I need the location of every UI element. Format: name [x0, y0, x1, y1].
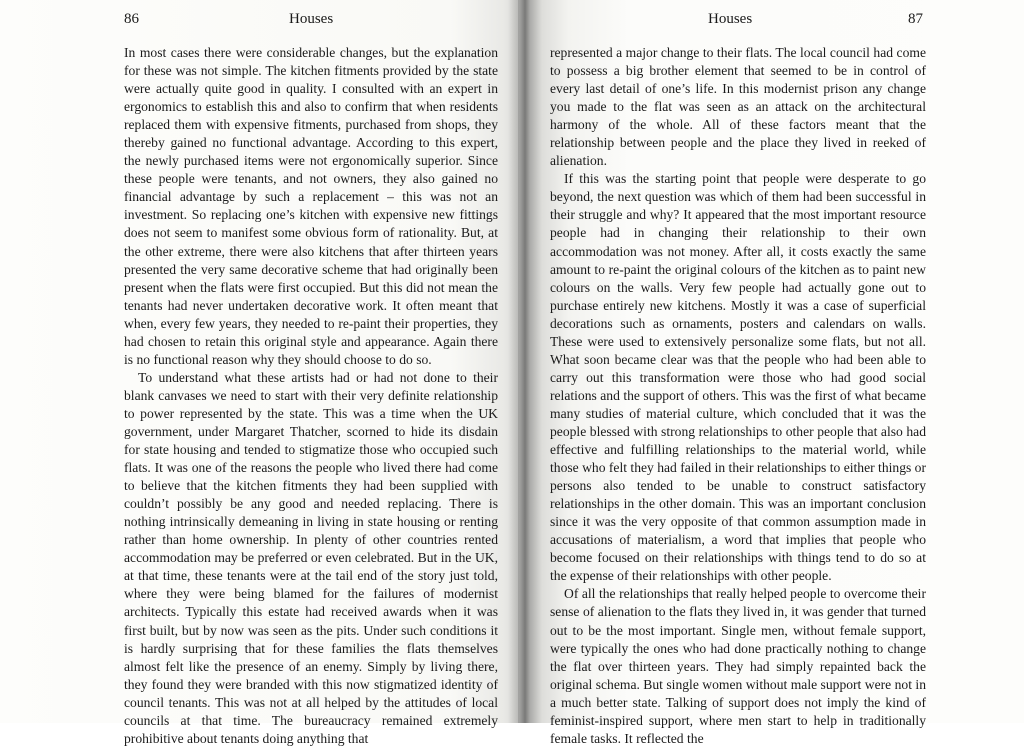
- left-paragraph-1: In most cases there were considerable changes, but the explanation for these was not simple. The kitchen fitments provided by the state were actually quite good in quality. I consulted with an expert in ergonomics to establish this and also to confirm that when residents replaced them with expensive fitments, purchased from shops, they thereby gained no functional advantage. According to this expert, the newly purchased items were not ergonomically superior. Since these people were tenants, and not owners, they also gained no financial advantage by such a replacement – this was not an investment. So replacing one’s kitchen with expensive new fittings does not seem to manifest some obvious form of rationality. But, at the other extreme, there were also kitchens that after thirteen years presented the very same decorative scheme that had originally been present when the flats were first occupied. But this did not mean the tenants had never undertaken decorative work. It often meant that when, every few years, they needed to re-paint their properties, they had chosen to retain this original style and appearance. Again there is no functional reason why they should choose to do so.: [124, 45, 498, 367]
- right-paragraph-2: If this was the starting point that people were desperate to go beyond, the next question was which of them had been successful in their struggle and why? It appeared that the most important resource people had in changing their relationship to their own accommodation was not money. After all, it costs exactly the same amount to re-paint the original colours of the kitchen as to paint new colours on the walls. Very few people had actually gone out to purchase entirely new kitchens. Mostly it was a case of superficial decorations such as ornaments, posters and calendars on walls. These were used to extensively personalize some flats, but not all. What soon became clear was that the people who had been able to carry out this transformation were those who had good social relations and the support of others. This was the first of what became many studies of material culture, which concluded that it was the people blessed with strong relationships to other people that also had effective and fulfilling relationships to the material world, while those who felt they had failed in their relationships to either things or persons also tended to be unable to construct satisfactory relationships in the other domain. This was an important conclusion since it was the very opposite of that common assumption made in accusations of materialism, a word that implies that people who become focused on their relationships with things tend to do so at the expense of their relationships with other people.: [550, 171, 927, 584]
- left-page-body: [124, 44, 498, 748]
- left-page-number: 86: [124, 11, 139, 27]
- right-running-head: Houses: [708, 11, 753, 27]
- left-running-head: Houses: [289, 11, 334, 27]
- left-paragraph-2: To understand what these artists had or had not done to their blank canvases we need to start with their very definite relationship to power represented by the state. This was a time when the UK government, under Margaret Thatcher, scorned to hide its disdain for state housing and tended to stigmatize those who occupied such flats. It was one of the reasons the people who lived there had come to believe that the kitchen fitments they had been supplied with couldn’t possibly be any good and needed replacing. There is nothing intrinsically demeaning in living in state housing or renting rather than home ownership. In plenty of other countries rented accommodation may be preferred or even celebrated. But in the UK, at that time, these tenants were at the tail end of the story just told, where they were being blamed for the failures of modernist architects. Typically this estate had received awards when it was first built, but by now was seen as the pits. Under such conditions it is hardly surprising that for these families the flats themselves almost felt like the presence of an enemy. Simply by living there, they found they were branded with this now stigmatized identity of council tenants. This was not at all helped by the attitudes of local councils at that time. The bureaucracy remained extremely prohibitive about tenants doing anything that: [124, 369, 498, 746]
- right-paragraph-1: represented a major change to their flats. The local council had come to possess a big brother element that seemed to be in control of every last detail of one’s life. In this modernist prison any change you made to the flat was seen as an attack on the architectural harmony of the whole. All of these factors meant that the relationship between people and the place they lived in reeked of alienation.: [550, 45, 926, 169]
- right-page-body: [550, 44, 926, 748]
- right-paragraph-3: Of all the relationships that really helped people to overcome their sense of alienation to the flats they lived in, it was gender that turned out to be the most important. Single men, without female support, were typically the ones who had done practically nothing to change the flat over thirteen years. They had simply repainted back the original schema. But single women without male support were not in a much better state. Talking of support does not imply the kind of feminist-inspired support, where men start to help in traditionally female tasks. It reflected the: [550, 586, 926, 746]
- book-gutter: [508, 0, 542, 723]
- right-page-number: 87: [908, 11, 923, 27]
